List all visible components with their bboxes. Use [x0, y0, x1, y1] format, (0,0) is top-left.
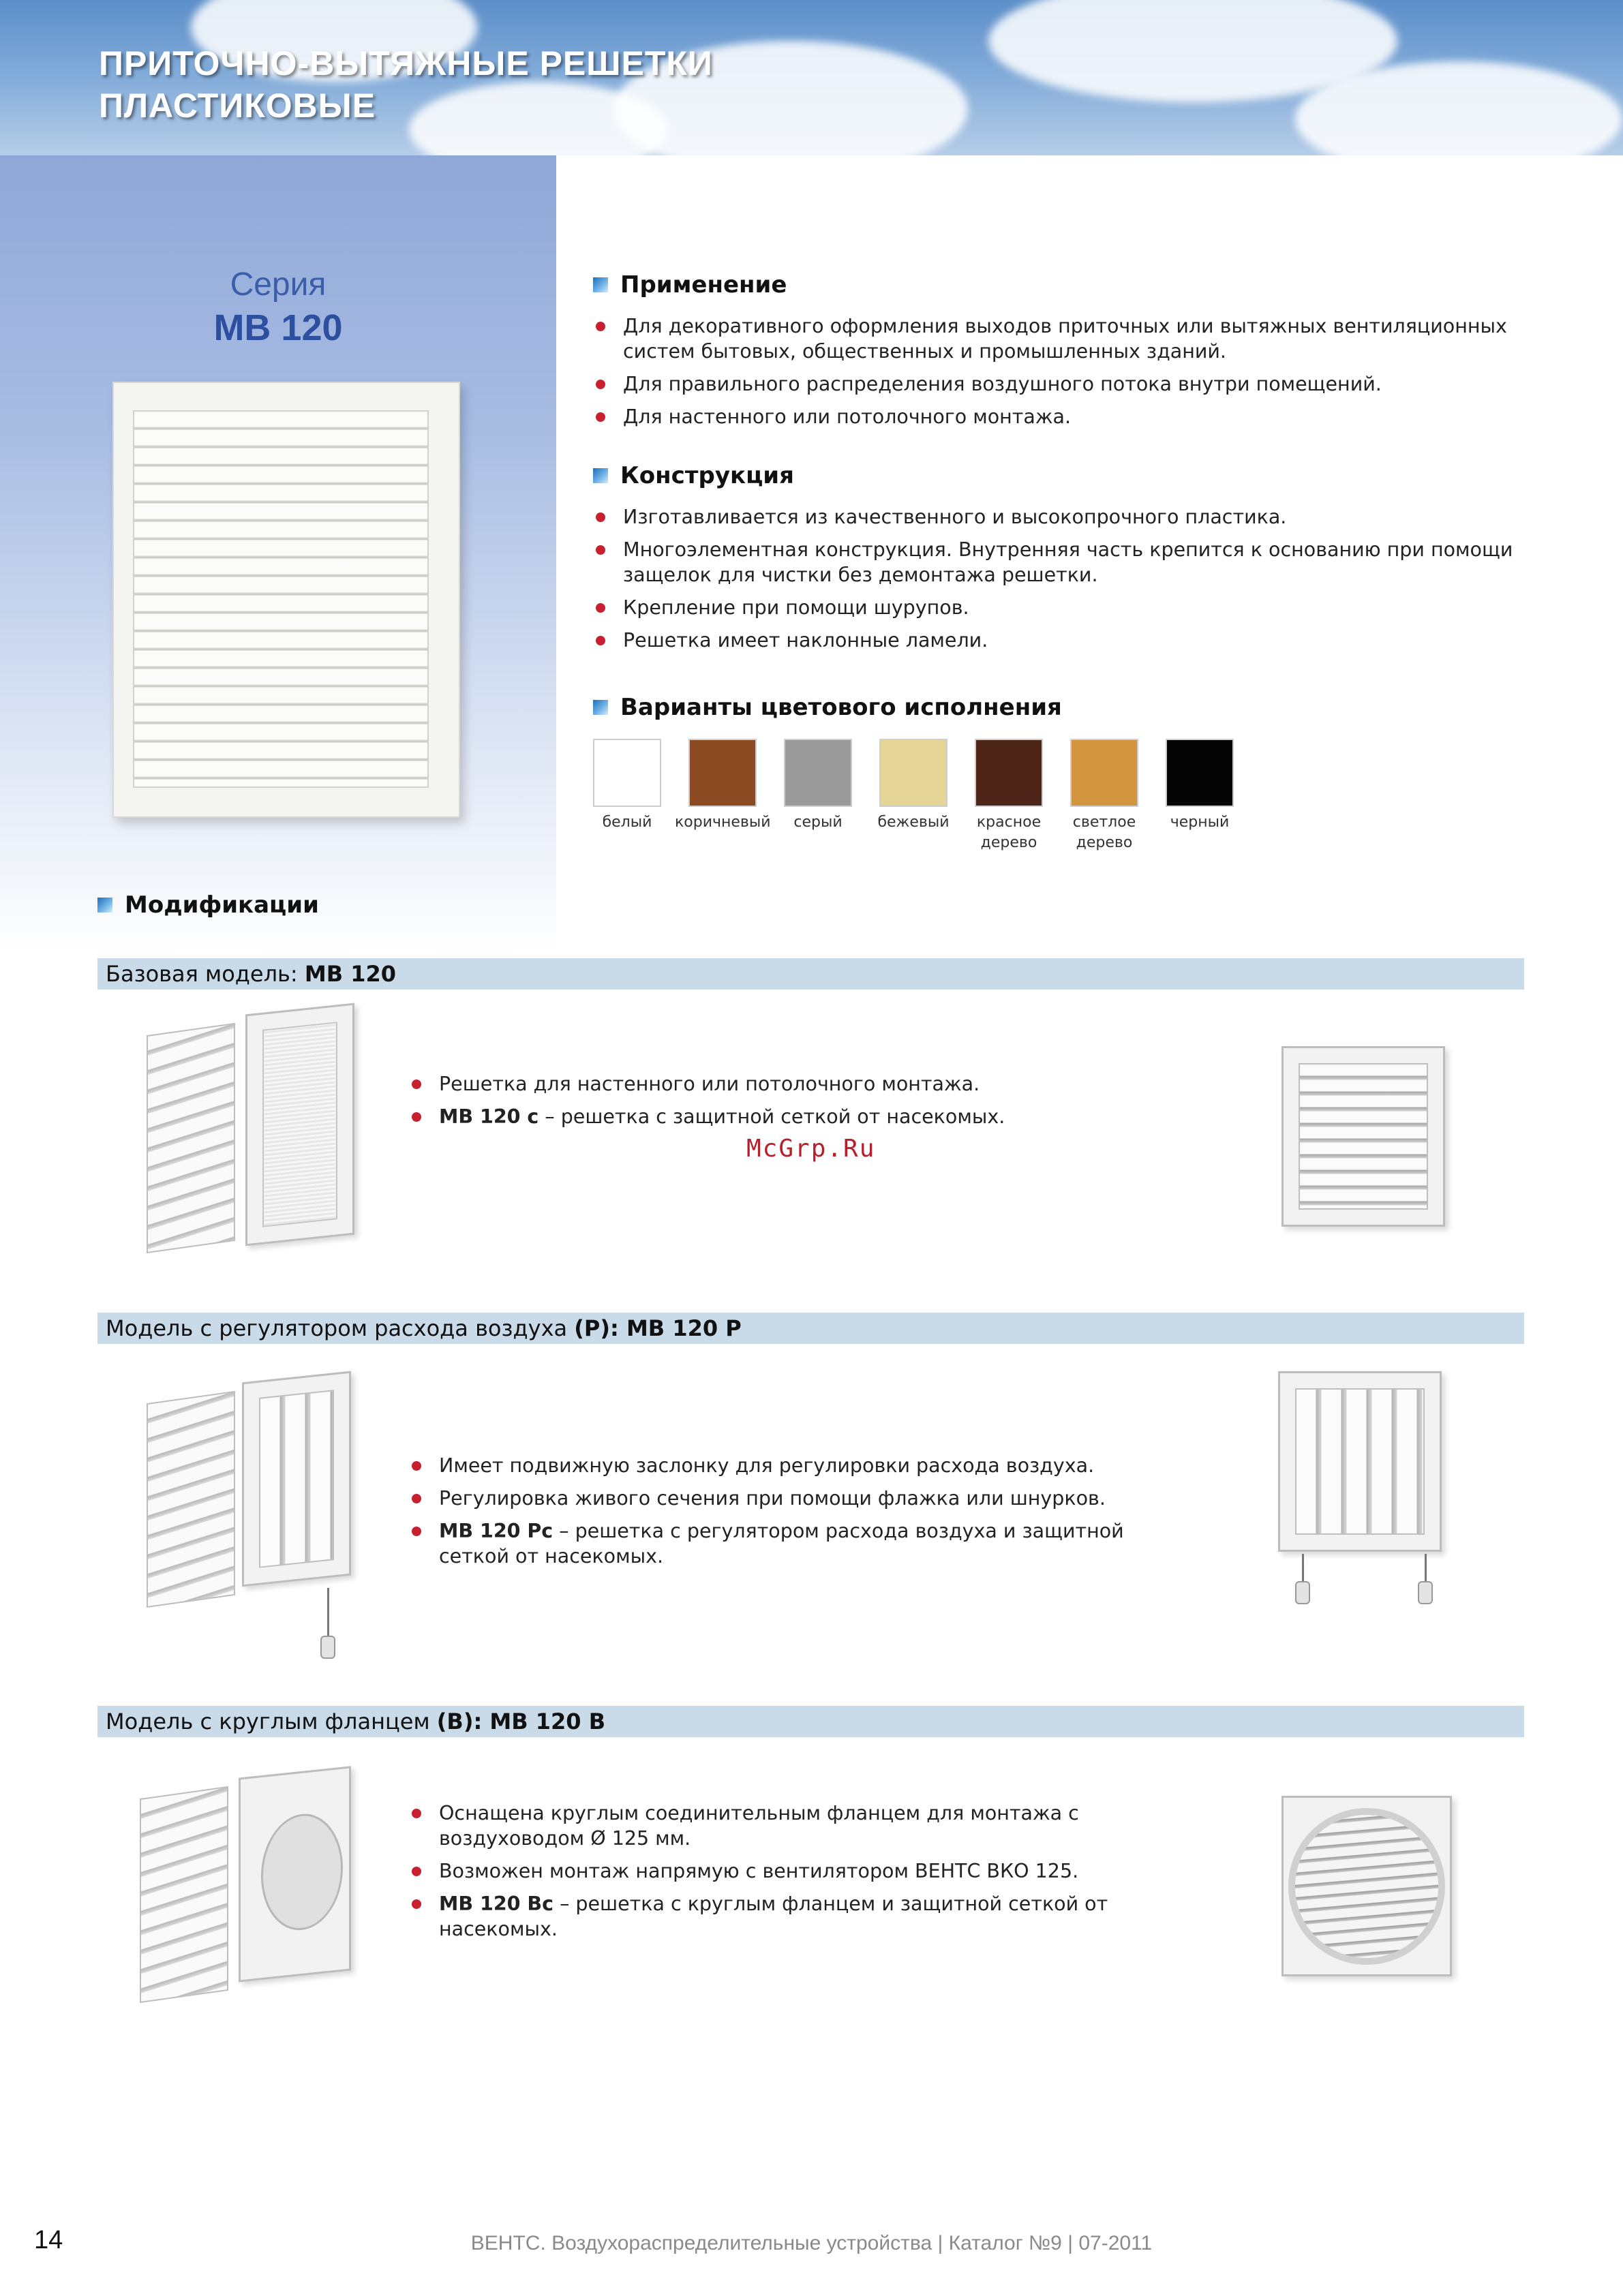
swatch-label: светлое дерево	[1072, 814, 1136, 851]
list-item: Регулировка живого сечения при помощи флажка или шнурков.	[408, 1486, 1178, 1511]
model-base-list	[408, 1071, 1226, 1137]
model-bar-prefix: Модель с круглым фланцем	[106, 1709, 437, 1734]
page-title-line1: ПРИТОЧНО-ВЫТЯЖНЫЕ РЕШЕТКИ	[99, 44, 713, 82]
series-label: Серия	[230, 266, 327, 303]
swatch-label: белый	[602, 814, 652, 831]
section-square-icon	[593, 468, 608, 483]
model-bar-base	[97, 958, 1524, 990]
cord-knob-drawing	[320, 1636, 335, 1659]
list-item: Для декоративного оформления выходов приточных или вытяжных вентиляционных систем бытовых, общественных и промышленных зданий.	[592, 313, 1526, 364]
list-item: Возможен монтаж напрямую с вентилятором ВЕНТС ВКО 125.	[408, 1858, 1226, 1884]
frame-regulator-drawing	[242, 1371, 351, 1587]
grille-flange-drawing	[1281, 1796, 1452, 1976]
section-square-icon	[593, 277, 608, 292]
list-item: Крепление при помощи шурупов.	[592, 595, 1526, 620]
section-square-icon	[97, 898, 112, 913]
swatch-color-box	[1070, 739, 1138, 807]
list-item: МВ 120 Рс – решетка с регулятором расхода воздуха и защитной сеткой от насекомых.	[408, 1518, 1178, 1569]
louvre-panel-drawing	[140, 1786, 228, 2003]
grille-photo	[112, 382, 460, 818]
header-banner	[0, 0, 1623, 155]
grille-regulator-drawing	[1278, 1371, 1442, 1552]
model-bar-prefix: Базовая модель:	[106, 961, 305, 987]
list-item: МВ 120 Вс – решетка с круглым фланцем и защитной сеткой от насекомых.	[408, 1891, 1226, 1942]
model-bar-code: (В): МВ 120 В	[436, 1709, 606, 1734]
list-item: Для правильного распределения воздушного потока внутри помещений.	[592, 371, 1526, 397]
application-heading	[593, 271, 787, 299]
list-item: Решетка для настенного или потолочного монтажа.	[408, 1071, 1226, 1097]
page-title	[99, 42, 713, 127]
color-swatches	[593, 739, 1247, 855]
cord-knob-drawing	[1418, 1581, 1433, 1604]
swatch-color-box	[593, 739, 661, 807]
watermark-text: McGrp.Ru	[746, 1135, 876, 1163]
grille-louvres	[133, 410, 429, 788]
swatch-label: черный	[1170, 814, 1230, 831]
construction-list	[592, 504, 1526, 660]
model-flange-list	[408, 1801, 1226, 1949]
grille-mesh-drawing	[1281, 1046, 1445, 1227]
color-swatch	[877, 739, 950, 833]
list-item: Оснащена круглым соединительным фланцем для монтажа с воздуховодом Ø 125 мм.	[408, 1801, 1226, 1851]
swatch-label: красное дерево	[976, 814, 1042, 851]
construction-heading	[593, 462, 794, 489]
page-title-line2: ПЛАСТИКОВЫЕ	[99, 87, 376, 125]
application-heading-text: Применение	[620, 271, 787, 299]
section-square-icon	[593, 700, 608, 715]
list-item: Решетка имеет наклонные ламели.	[592, 628, 1526, 653]
modifications-heading-text: Модификации	[125, 891, 319, 919]
color-swatch	[975, 739, 1043, 853]
list-item: Многоэлементная конструкция. Внутренняя часть крепится к основанию при помощи защелок для чистки без демонтажа решетки.	[592, 537, 1526, 587]
louvre-panel-drawing	[147, 1023, 235, 1253]
construction-heading-text: Конструкция	[620, 462, 794, 489]
swatch-color-box	[1166, 739, 1234, 807]
list-item: Изготавливается из качественного и высокопрочного пластика.	[592, 504, 1526, 530]
modifications-heading	[97, 891, 319, 919]
model-bar-prefix: Модель с регулятором расхода воздуха	[106, 1315, 575, 1341]
swatch-color-box	[879, 739, 947, 807]
color-swatch	[1166, 739, 1234, 833]
model-bar-code: МВ 120	[304, 961, 397, 987]
frame-drawing	[245, 1003, 354, 1246]
color-swatch	[784, 739, 852, 833]
color-swatch	[675, 739, 771, 833]
model-bar-flange	[97, 1706, 1524, 1737]
model-bar-regulator	[97, 1313, 1524, 1344]
list-item: Для настенного или потолочного монтажа.	[592, 404, 1526, 429]
colors-heading-text: Варианты цветового исполнения	[620, 694, 1062, 721]
swatch-label: коричневый	[675, 814, 771, 831]
cord-knob-drawing	[1295, 1581, 1310, 1604]
footer-text: ВЕНТС. Воздухораспределительные устройства | Каталог №9 | 07-2011	[470, 2232, 1153, 2254]
model-bar-code: (Р): МВ 120 Р	[574, 1315, 742, 1341]
frame-flange-drawing	[239, 1766, 351, 1982]
series-model: МВ 120	[213, 307, 343, 348]
colors-heading	[593, 694, 1062, 721]
swatch-color-box	[975, 739, 1043, 807]
list-item: МВ 120 с – решетка с защитной сеткой от насекомых.	[408, 1104, 1226, 1129]
swatch-label: серый	[793, 814, 843, 831]
color-swatch	[1070, 739, 1138, 853]
color-swatch	[593, 739, 661, 833]
model-regulator-list	[408, 1453, 1178, 1576]
list-item: Имеет подвижную заслонку для регулировки расхода воздуха.	[408, 1453, 1178, 1478]
swatch-label: бежевый	[877, 814, 950, 831]
application-list	[592, 313, 1526, 437]
page-number: 14	[34, 2226, 63, 2254]
swatch-color-box	[784, 739, 852, 807]
louvre-panel-drawing	[147, 1391, 235, 1608]
swatch-color-box	[688, 739, 757, 807]
